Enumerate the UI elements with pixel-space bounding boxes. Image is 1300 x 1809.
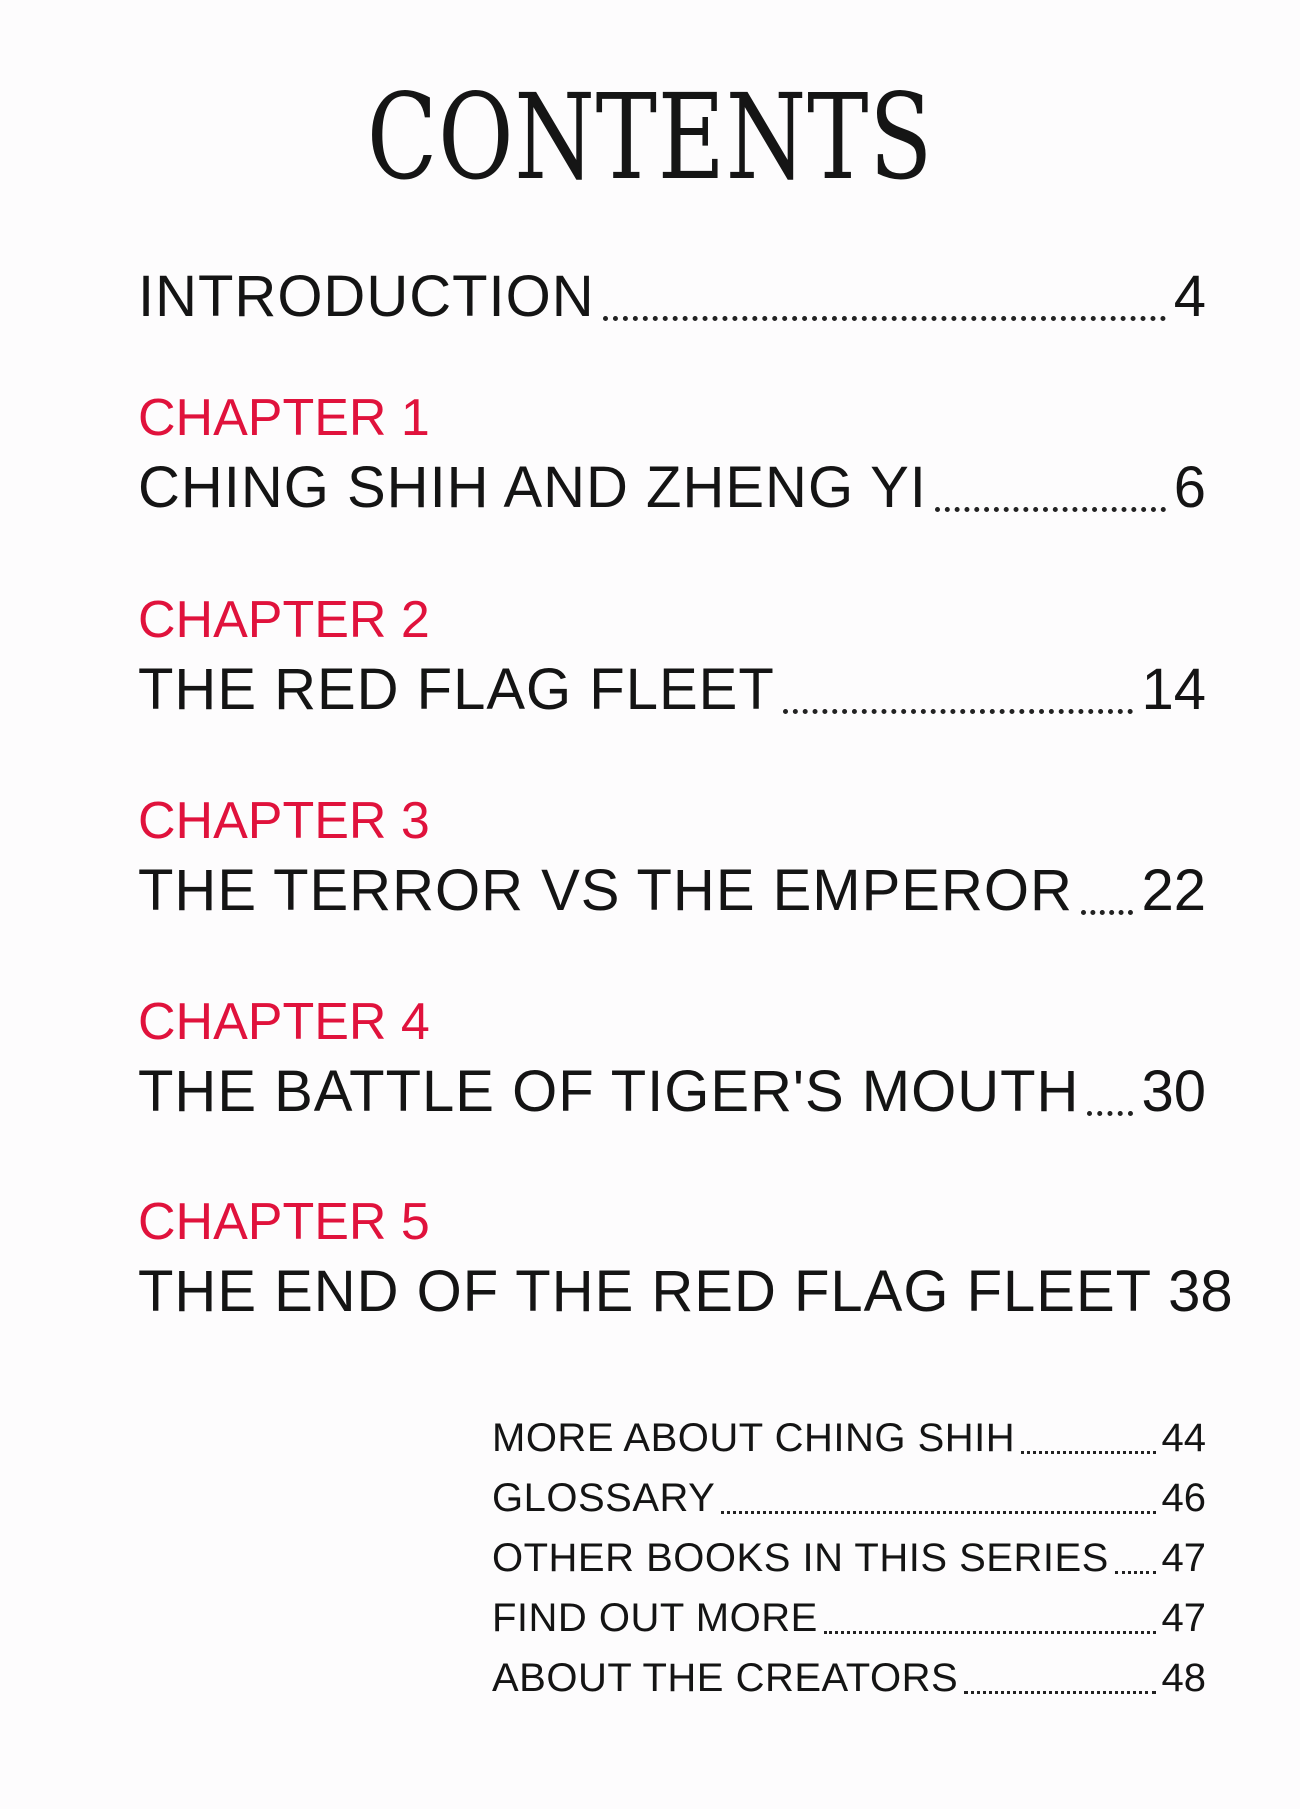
toc-row bbox=[138, 650, 1206, 730]
dot-leader bbox=[824, 1631, 1156, 1634]
toc-page-number: 14 bbox=[1141, 657, 1206, 722]
toc-entry-chapter-1 bbox=[138, 388, 1206, 528]
toc-entry-title: INTRODUCTION bbox=[138, 264, 595, 329]
toc-row bbox=[138, 1252, 1233, 1332]
dot-leader bbox=[1081, 910, 1134, 915]
back-matter-title: GLOSSARY bbox=[492, 1476, 716, 1520]
toc-entry-title: CHING SHIH AND ZHENG YI bbox=[138, 455, 927, 520]
toc-entry-chapter-4 bbox=[138, 992, 1206, 1132]
back-matter-title: OTHER BOOKS IN THIS SERIES bbox=[492, 1536, 1109, 1580]
back-matter-page-number: 46 bbox=[1161, 1476, 1206, 1520]
back-matter-title: FIND OUT MORE bbox=[492, 1596, 818, 1640]
back-matter-item bbox=[492, 1468, 1206, 1528]
dot-leader bbox=[783, 709, 1134, 714]
toc-entry-chapter-5 bbox=[138, 1192, 1233, 1332]
toc-page-number: 30 bbox=[1141, 1059, 1206, 1124]
dot-leader bbox=[603, 316, 1166, 321]
back-matter-item bbox=[492, 1408, 1206, 1468]
toc-entry-introduction bbox=[138, 257, 1206, 337]
toc-entry-chapter-3 bbox=[138, 791, 1206, 931]
toc-row bbox=[138, 851, 1206, 931]
back-matter-title: ABOUT THE CREATORS bbox=[492, 1656, 959, 1700]
toc-entry-title: THE END OF THE RED FLAG FLEET bbox=[138, 1259, 1153, 1324]
toc-entry-title: THE RED FLAG FLEET bbox=[138, 657, 775, 722]
chapter-label: CHAPTER 3 bbox=[138, 792, 430, 850]
back-matter-page-number: 48 bbox=[1161, 1656, 1206, 1700]
chapter-label: CHAPTER 4 bbox=[138, 993, 430, 1051]
back-matter-item bbox=[492, 1588, 1206, 1648]
toc-row bbox=[138, 257, 1206, 337]
back-matter-item bbox=[492, 1528, 1206, 1588]
back-matter-page-number: 47 bbox=[1161, 1596, 1206, 1640]
toc-page-number: 6 bbox=[1173, 455, 1206, 520]
toc-page-number: 22 bbox=[1141, 858, 1206, 923]
toc-entry-title: THE BATTLE OF TIGER'S MOUTH bbox=[138, 1059, 1080, 1124]
back-matter-page-number: 47 bbox=[1161, 1536, 1206, 1580]
page-title: CONTENTS bbox=[366, 68, 934, 206]
toc-row bbox=[138, 448, 1206, 528]
toc-entry-title: THE TERROR VS THE EMPEROR bbox=[138, 858, 1073, 923]
toc-row bbox=[138, 1052, 1206, 1132]
dot-leader bbox=[935, 507, 1166, 512]
dot-leader bbox=[721, 1511, 1155, 1514]
back-matter-item bbox=[492, 1648, 1206, 1708]
dot-leader bbox=[1087, 1111, 1133, 1116]
dot-leader bbox=[1021, 1451, 1155, 1454]
chapter-label: CHAPTER 2 bbox=[138, 591, 430, 649]
chapter-label: CHAPTER 1 bbox=[138, 389, 430, 447]
back-matter-list bbox=[492, 1408, 1206, 1708]
back-matter-title: MORE ABOUT CHING SHIH bbox=[492, 1416, 1016, 1460]
toc-page-number: 38 bbox=[1168, 1259, 1233, 1324]
dot-leader bbox=[964, 1691, 1155, 1694]
dot-leader bbox=[1115, 1571, 1156, 1574]
back-matter-page-number: 44 bbox=[1161, 1416, 1206, 1460]
toc-entry-chapter-2 bbox=[138, 590, 1206, 730]
chapter-label: CHAPTER 5 bbox=[138, 1193, 430, 1251]
toc-page-number: 4 bbox=[1173, 264, 1206, 329]
